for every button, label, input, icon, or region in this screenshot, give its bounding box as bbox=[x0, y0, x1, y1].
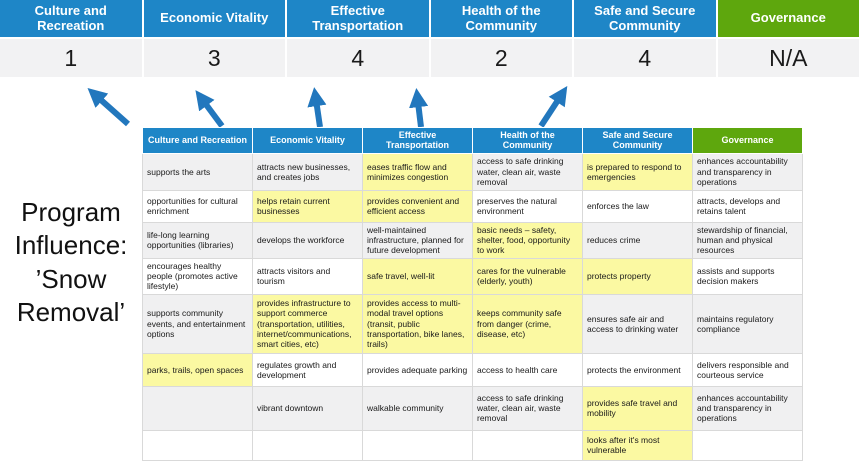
arrow-safe-and-secure-community bbox=[541, 91, 564, 126]
matrix-cell: assists and supports decision makers bbox=[693, 258, 803, 294]
table-row bbox=[143, 386, 803, 430]
matrix-cell bbox=[693, 430, 803, 460]
matrix-header-safe-and-secure-community: Safe and Secure Community bbox=[583, 128, 693, 154]
matrix-header-governance: Governance bbox=[693, 128, 803, 154]
table-row bbox=[143, 258, 803, 294]
matrix-cell: supports community events, and entertainment options bbox=[143, 294, 253, 353]
matrix-cell bbox=[253, 430, 363, 460]
matrix-cell: walkable community bbox=[363, 386, 473, 430]
matrix-header-effective-transportation: Effective Transportation bbox=[363, 128, 473, 154]
summary-score-row bbox=[0, 39, 859, 77]
table-row bbox=[143, 294, 803, 353]
summary-score-culture-and-recreation: 1 bbox=[0, 39, 144, 77]
summary-header-culture-and-recreation: Culture and Recreation bbox=[0, 0, 144, 39]
matrix-cell-highlighted: basic needs – safety, shelter, food, opportunity to work bbox=[473, 222, 583, 258]
arrow-effective-transportation bbox=[315, 93, 320, 127]
matrix-cell: vibrant downtown bbox=[253, 386, 363, 430]
summary-header-safe-and-secure-community: Safe and Secure Community bbox=[574, 0, 718, 39]
matrix-header-economic-vitality: Economic Vitality bbox=[253, 128, 363, 154]
matrix-cell-highlighted: keeps community safe from danger (crime, disease, etc) bbox=[473, 294, 583, 353]
matrix-cell: attracts visitors and tourism bbox=[253, 258, 363, 294]
matrix-cell: delivers responsible and courteous service bbox=[693, 353, 803, 386]
matrix-cell: ensures safe air and access to drinking water bbox=[583, 294, 693, 353]
summary-header-row bbox=[0, 0, 859, 39]
matrix-cell-highlighted: provides convenient and efficient access bbox=[363, 190, 473, 222]
matrix-body bbox=[143, 153, 803, 460]
matrix-cell-highlighted: helps retain current businesses bbox=[253, 190, 363, 222]
influence-arrows bbox=[0, 80, 700, 132]
matrix-cell: supports the arts bbox=[143, 153, 253, 190]
summary-table bbox=[0, 0, 859, 77]
matrix-cell: maintains regulatory compliance bbox=[693, 294, 803, 353]
matrix-cell: access to safe drinking water, clean air, waste removal bbox=[473, 386, 583, 430]
arrow-culture-and-recreation bbox=[92, 92, 128, 124]
matrix-cell: well-maintained infrastructure, planned for future development bbox=[363, 222, 473, 258]
matrix-cell: protects the environment bbox=[583, 353, 693, 386]
matrix-cell bbox=[143, 430, 253, 460]
matrix-cell: attracts, develops and retains talent bbox=[693, 190, 803, 222]
matrix-header-row bbox=[143, 128, 803, 154]
summary-header-effective-transportation: Effective Transportation bbox=[287, 0, 431, 39]
summary-header-health-of-the-community: Health of the Community bbox=[431, 0, 575, 39]
page-title: Program Influence: ’Snow Removal’ bbox=[14, 197, 128, 327]
matrix-cell: enforces the law bbox=[583, 190, 693, 222]
matrix-cell-highlighted: protects property bbox=[583, 258, 693, 294]
matrix-cell bbox=[473, 430, 583, 460]
matrix-cell: opportunities for cultural enrichment bbox=[143, 190, 253, 222]
matrix-header-culture-and-recreation: Culture and Recreation bbox=[143, 128, 253, 154]
matrix-cell: access to safe drinking water, clean air, waste removal bbox=[473, 153, 583, 190]
matrix-cell: stewardship of financial, human and physical resources bbox=[693, 222, 803, 258]
matrix-cell-highlighted: provides access to multi-modal travel options (transit, public transportation, bike lanes, trails) bbox=[363, 294, 473, 353]
matrix-cell: provides adequate parking bbox=[363, 353, 473, 386]
matrix-cell: encourages healthy people (promotes active lifestyle) bbox=[143, 258, 253, 294]
matrix-cell-highlighted: safe travel, well-lit bbox=[363, 258, 473, 294]
summary-score-governance: N/A bbox=[718, 39, 859, 77]
matrix-header-health-of-the-community: Health of the Community bbox=[473, 128, 583, 154]
matrix-cell-highlighted: cares for the vulnerable (elderly, youth) bbox=[473, 258, 583, 294]
influence-matrix-table bbox=[142, 127, 803, 461]
table-row bbox=[143, 353, 803, 386]
summary-header-governance: Governance bbox=[718, 0, 859, 39]
matrix-cell: preserves the natural environment bbox=[473, 190, 583, 222]
summary-header-economic-vitality: Economic Vitality bbox=[144, 0, 288, 39]
matrix-cell: reduces crime bbox=[583, 222, 693, 258]
matrix-cell-highlighted: provides safe travel and mobility bbox=[583, 386, 693, 430]
summary-score-safe-and-secure-community: 4 bbox=[574, 39, 718, 77]
summary-score-effective-transportation: 4 bbox=[287, 39, 431, 77]
matrix-cell: develops the workforce bbox=[253, 222, 363, 258]
matrix-cell bbox=[143, 386, 253, 430]
matrix-cell: regulates growth and development bbox=[253, 353, 363, 386]
matrix-cell-highlighted: provides infrastructure to support commerce (transportation, utilities, internet/communications, smart cities, etc) bbox=[253, 294, 363, 353]
matrix-cell bbox=[363, 430, 473, 460]
matrix-cell: attracts new businesses, and creates jobs bbox=[253, 153, 363, 190]
matrix-cell: life-long learning opportunities (libraries) bbox=[143, 222, 253, 258]
matrix-cell-highlighted: parks, trails, open spaces bbox=[143, 353, 253, 386]
matrix-cell: access to health care bbox=[473, 353, 583, 386]
table-row bbox=[143, 222, 803, 258]
matrix-cell: enhances accountability and transparency in operations bbox=[693, 386, 803, 430]
arrow-health-of-the-community bbox=[417, 94, 421, 127]
matrix-cell-highlighted: looks after it's most vulnerable bbox=[583, 430, 693, 460]
table-row bbox=[143, 190, 803, 222]
matrix-cell-highlighted: is prepared to respond to emergencies bbox=[583, 153, 693, 190]
table-row bbox=[143, 430, 803, 460]
summary-score-health-of-the-community: 2 bbox=[431, 39, 575, 77]
matrix-cell-highlighted: eases traffic flow and minimizes congestion bbox=[363, 153, 473, 190]
arrow-economic-vitality bbox=[199, 95, 222, 126]
table-row bbox=[143, 153, 803, 190]
summary-score-economic-vitality: 3 bbox=[144, 39, 288, 77]
matrix-cell: enhances accountability and transparency in operations bbox=[693, 153, 803, 190]
